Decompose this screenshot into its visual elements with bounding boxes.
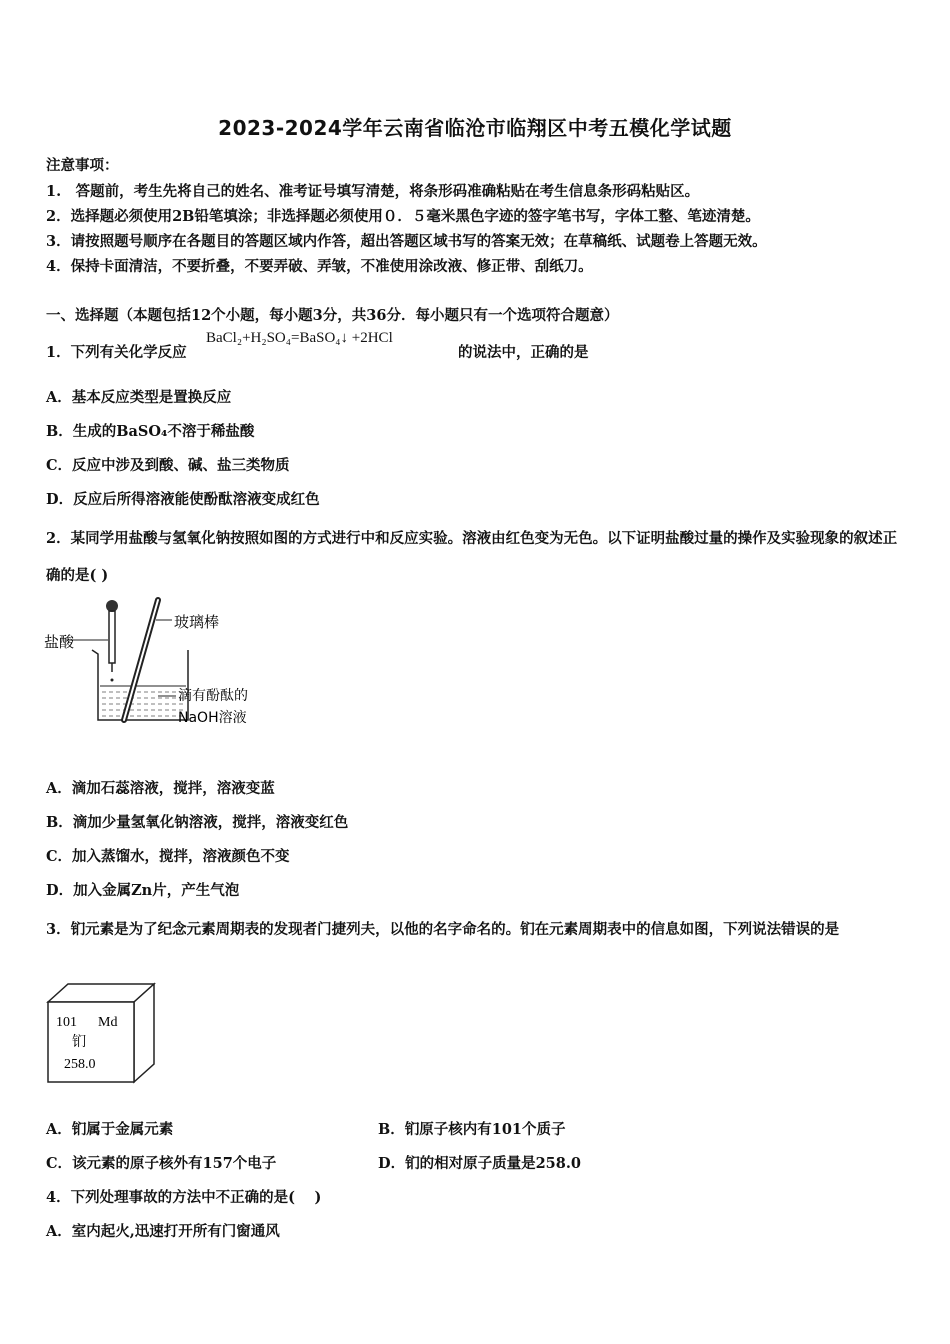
q3-option-a[interactable]: A．钔属于金属元素 (46, 1121, 174, 1138)
q4-option-a[interactable]: A．室内起火,迅速打开所有门窗通风 (46, 1223, 280, 1240)
element-number: 101 (56, 1015, 77, 1030)
element-symbol: Md (98, 1015, 118, 1030)
notice-item: 1. 答题前，考生先将自己的姓名、准考证号填写清楚，将条形码准确粘贴在考生信息条形码粘贴区。 (46, 183, 700, 200)
question-3-stem: 3．钔元素是为了纪念元素周期表的发现者门捷列夫，以他的名字命名的。钔在元素周期表中的信息如图，下列说法错误的是 (46, 921, 840, 938)
q1-option-a[interactable]: A．基本反应类型是置换反应 (46, 389, 232, 406)
solution-label-line2: NaOH溶液 (178, 710, 247, 726)
notice-item: 3．请按照题号顺序在各题目的答题区域内作答，超出答题区域书写的答案无效；在草稿纸、试题卷上答题无效。 (46, 233, 767, 250)
q2-option-a[interactable]: A．滴加石蕊溶液，搅拌，溶液变蓝 (46, 780, 275, 797)
notice-item: 4．保持卡面清洁，不要折叠，不要弄破、弄皱，不准使用涂改液、修正带、刮纸刀。 (46, 258, 593, 275)
titration-figure (40, 592, 280, 732)
element-mass: 258.0 (64, 1057, 96, 1072)
q2-option-c[interactable]: C．加入蒸馏水，搅拌，溶液颜色不变 (46, 848, 290, 865)
question-4-stem: 4．下列处理事故的方法中不正确的是( ) (46, 1189, 322, 1206)
notice-item: 2．选择题必须使用2B铅笔填涂；非选择题必须使用０．５毫米黑色字迹的签字笔书写，字体工整、笔迹清楚。 (46, 208, 760, 225)
notice-heading: 注意事项： (46, 157, 119, 174)
acid-label: 盐酸 (44, 633, 75, 651)
q3-option-d[interactable]: D．钔的相对原子质量是258.0 (378, 1155, 581, 1172)
chemical-equation: BaCl₂+H₂SO₄=BaSO₄↓ +2HCl (206, 330, 393, 346)
rod-label: 玻璃棒 (174, 613, 220, 631)
solution-label-line1: 滴有酚酞的 (178, 688, 248, 704)
section-heading: 一、选择题（本题包括12个小题，每小题3分，共36分．每小题只有一个选项符合题意） (46, 307, 619, 324)
q1-option-b[interactable]: B．生成的BaSO₄不溶于稀盐酸 (46, 423, 255, 440)
dropper-icon (106, 600, 118, 682)
q2-option-b[interactable]: B．滴加少量氢氧化钠溶液，搅拌，溶液变红色 (46, 814, 349, 831)
question-2-stem: 2．某同学用盐酸与氢氧化钠按照如图的方式进行中和反应实验。溶液由红色变为无色。以下证明盐酸过量的操作及实验现象的叙述正确的是( ) (46, 530, 898, 584)
q3-option-b[interactable]: B．钔原子核内有101个质子 (378, 1121, 566, 1138)
q2-option-d[interactable]: D．加入金属Zn片，产生气泡 (46, 882, 240, 899)
element-name: 钔 (72, 1034, 86, 1050)
question-1-suffix: 的说法中，正确的是 (458, 344, 589, 361)
q1-option-c[interactable]: C．反应中涉及到酸、碱、盐三类物质 (46, 457, 290, 474)
element-card (46, 980, 158, 1086)
q3-option-c[interactable]: C．该元素的原子核外有157个电子 (46, 1155, 277, 1172)
q1-option-d[interactable]: D．反应后所得溶液能使酚酞溶液变成红色 (46, 491, 320, 508)
glass-rod-icon (124, 600, 158, 720)
question-1-prefix: 1．下列有关化学反应 (46, 344, 187, 361)
page-title: 2023-2024学年云南省临沧市临翔区中考五模化学试题 (218, 116, 732, 140)
